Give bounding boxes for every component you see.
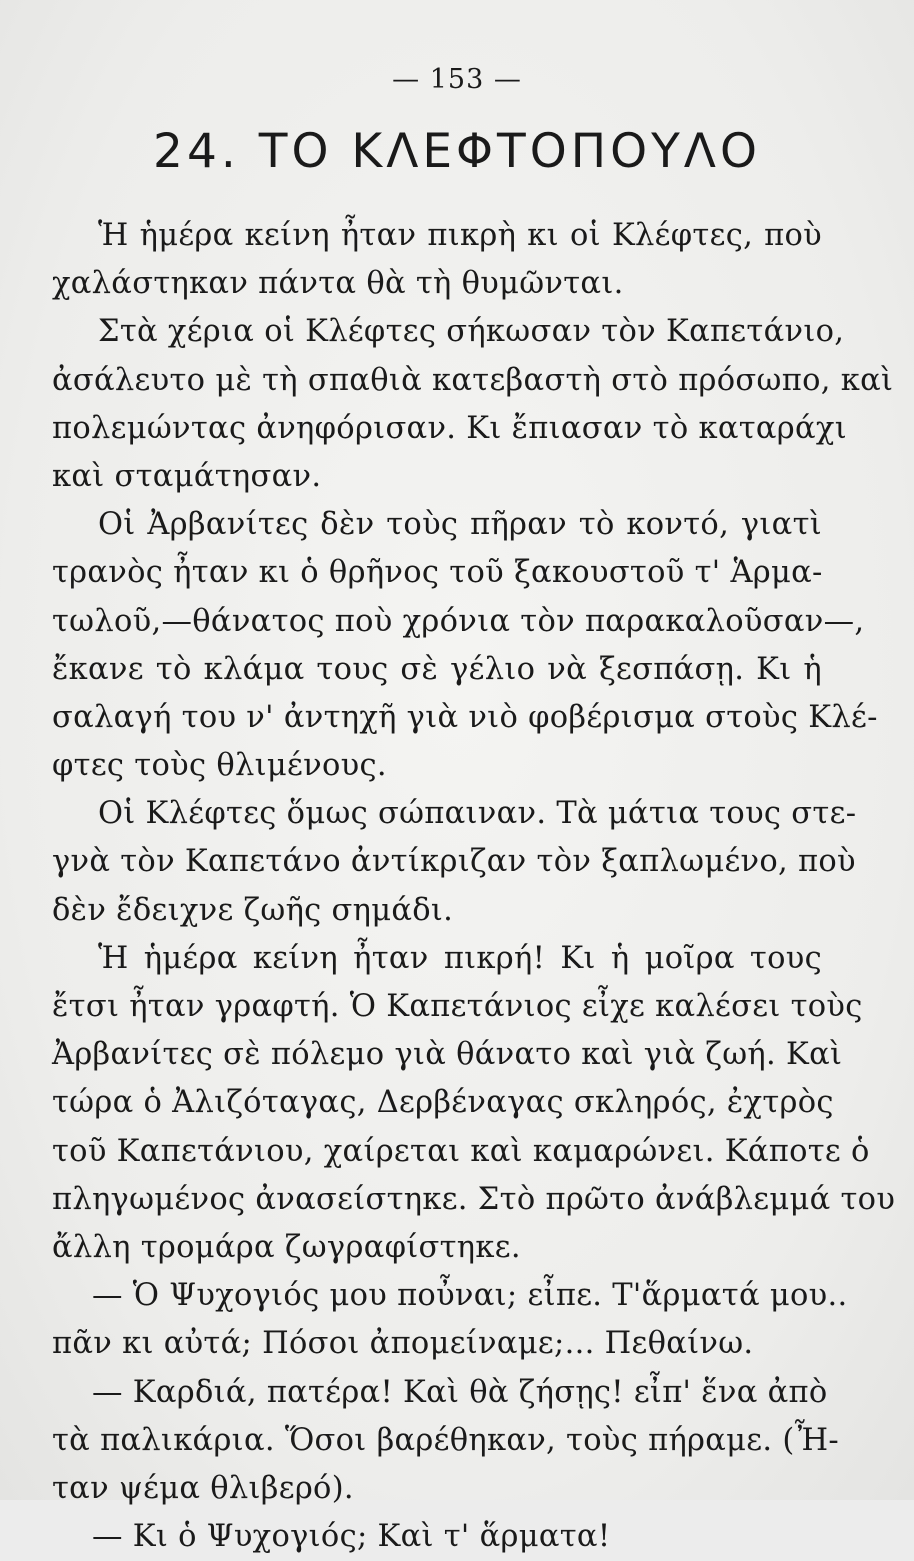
text-line: — Κι ὁ Ψυχογιός; Καὶ τ' ἅρματα! (92, 1519, 611, 1555)
text-line: σαλαγή του ν' ἀντηχῆ γιὰ νιὸ φοβέρισμα στοὺς Κλέ- (52, 699, 878, 735)
text-line: ἀσάλευτο μὲ τὴ σπαθιὰ κατεβαστὴ στὸ πρόσωπο, καὶ (52, 362, 894, 398)
text-line: χαλάστηκαν πάντα θὰ τὴ θυμῶνται. (52, 266, 624, 302)
text-line: δὲν ἔδειχνε ζωῆς σημάδι. (52, 892, 454, 928)
text-line: ἄλλη τρομάρα ζωγραφίστηκε. (52, 1229, 521, 1265)
text-line: Ἡ ἡμέρα κείνη ἦταν πικρή! Κι ἡ μοῖρα τους (98, 940, 822, 976)
text-line: τὰ παλικάρια. Ὅσοι βαρέθηκαν, τοὺς πήραμε. (Ἦ- (52, 1422, 839, 1458)
text-line: Στὰ χέρια οἱ Κλέφτες σήκωσαν τὸν Καπετάνιο, (98, 314, 845, 350)
body-text (52, 212, 896, 1561)
text-line: Ἀρβανίτες σὲ πόλεμο γιὰ θάνατο καὶ γιὰ ζωή. Καὶ (52, 1037, 843, 1073)
text-line: τωλοῦ,—θάνατος ποὺ χρόνια τὸν παρακαλοῦσαν—, (52, 603, 865, 639)
text-line: τώρα ὁ Ἀλιζόταγας, Δερβέναγας σκληρός, ἐχτρὸς (52, 1085, 834, 1121)
text-line: Οἱ Ἀρβανίτες δὲν τοὺς πῆραν τὸ κοντό, γιατὶ (98, 507, 822, 543)
text-line: γνὰ τὸν Καπετάνο ἀντίκριζαν τὸν ξαπλωμένο, ποὺ (52, 844, 856, 880)
text-line: τοῦ Καπετάνιου, χαίρεται καὶ καμαρώνει. Κάποτε ὁ (52, 1133, 870, 1169)
text-line: τρανὸς ἦταν κι ὁ θρῆνος τοῦ ξακουστοῦ τ' Ἁρμα- (52, 555, 823, 591)
text-line: πληγωμένος ἀνασείστηκε. Στὸ πρῶτο ἀνάβλεμμά του (52, 1181, 896, 1217)
text-line: πολεμώντας ἀνηφόρισαν. Κι ἔπιασαν τὸ καταράχι (52, 410, 847, 446)
text-line: ἔτσι ἦταν γραφτή. Ὁ Καπετάνιος εἶχε καλέσει τοὺς (52, 989, 863, 1024)
text-line: φτες τοὺς θλιμένους. (52, 748, 387, 784)
text-line: καὶ σταμάτησαν. (52, 458, 322, 494)
text-line: — Ὁ Ψυχογιός μου ποὖναι; εἶπε. Τ'ἅρματά μου.. (92, 1278, 848, 1314)
page-number: — 153 — (392, 64, 522, 95)
text-line: Ἡ ἡμέρα κείνη ἦταν πικρὴ κι οἱ Κλέφτες, ποὺ (98, 218, 822, 253)
text-line: Οἱ Κλέφτες ὅμως σώπαιναν. Τὰ μάτια τους στε- (98, 796, 857, 832)
text-line: πᾶν κι αὐτά; Πόσοι ἀπομείναμε;... Πεθαίνω. (52, 1326, 754, 1362)
text-line: — Καρδιά, πατέρα! Καὶ θὰ ζήσῃς! εἶπ' ἕνα ἀπὸ (92, 1374, 828, 1410)
text-line: ἔκανε τὸ κλάμα τους σὲ γέλιο νὰ ξεσπάσῃ. Κι ἡ (52, 651, 822, 687)
text-line: ταν ψέμα θλιβερό). (52, 1470, 354, 1506)
chapter-title: 24. ΤΟ ΚΛΕΦΤΟΠΟΥΛΟ (153, 124, 761, 179)
